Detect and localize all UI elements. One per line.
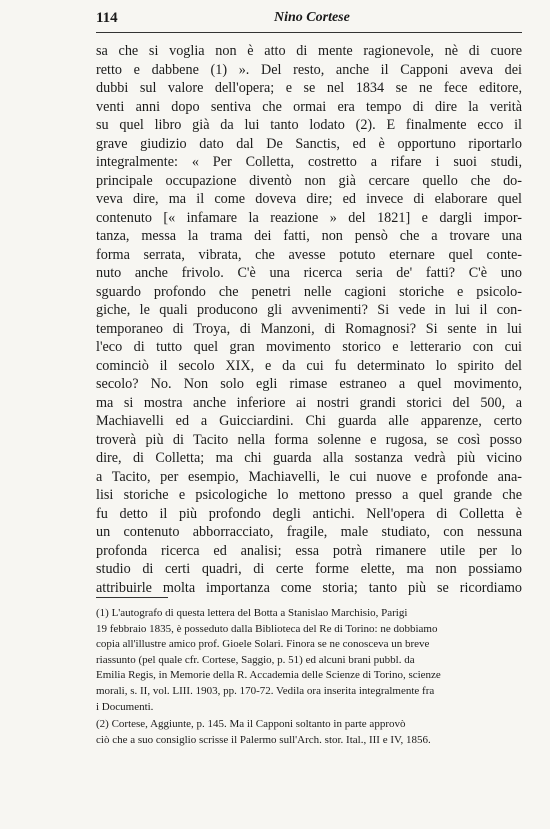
- footnote-rule: [96, 597, 168, 598]
- header-rule: [96, 32, 522, 33]
- body-paragraph: sa che si voglia non è atto di mente ragionevole, nè di cuore retto e dabbene (1) ». Del resto, anche il Capponi aveva dei dubbi sul valore dell'opera; e se nel 1834 se ne fece editore, venti anni dopo sentiva che ormai era tempo di dire la verità su quel libro già da lui tanto lodato (2). E finalmente ecco il grave giudizio dato dal De Sanctis, ed è opportuno riportarlo integralmente: « Per Colletta, costretto a rifare i suoi studi, principale occupazione diventò non già cercare quello che do- veva dire, ma il come doveva dire; ed invece di elaborare quel contenuto [« infamare la reazione » del 1821] e dargli impor- tanza, messa la trama dei fatti, non pensò che a trovare una forma serrata, vibrata, che avesse potuto eternare quel conte- nuto anche frivolo. C'è una ricerca seria de' fatti? C'è uno sguardo profondo che penetri nelle cagioni storiche e psicolo- giche, le quali producono gli avvenimenti? Si vede in lui il con- temporaneo di Troya, di Manzoni, di Romagnosi? Si sente in lui l'eco di tutto quel gran movimento storico e letterario con cui cominciò il secolo XIX, e da cui fu determinato lo spirito del secolo? No. Non solo egli rimase estraneo a quel movimento, ma si mostra anche inferiore ai nostri grandi storici del 500, a Machiavelli ed a Guicciardini. Chi guarda alle apparenze, certo troverà più di Tacito nella forma solenne e rugosa, se così posso dire, di Colletta; ma chi guarda alla sostanza vedrà più vicino a Tacito, per esempio, Machiavelli, le cui nuove e profonde ana- lisi storiche e psicologiche lo mettono presso a quel grande che fu detto il più profondo degli antichi. Nell'opera di Colletta è un contenuto abborracciato, fragile, male studiato, con nessuna profonda ricerca ed analisi; essa potrà rimanere utile per lo studio di certi quadri, di certe forme elette, ma non possiamo attribuirle molta importanza come storia; tanto più se ricordiamo: [96, 43, 522, 596]
- page-number: 114: [96, 10, 118, 26]
- footnote-1: (1) L'autografo di questa lettera del Botta a Stanislao Marchisio, Parigi 19 febbraio 1835, è posseduto dalla Biblioteca del Re di Torino: ne dobbiamo copia all'illustre amico prof. Gioele Solari. Finora se ne conosceva un breve riassunto (pel quale cfr. Cortese, Saggio, p. 51) ed alcuni brani pubbl. da Emilia Regis, in Memorie della R. Accademia delle Scienze di Torino, scienze morali, s. II, vol. LIII. 1903, pp. 170-72. Vedila ora inserita integralmente fra i Documenti.: [96, 607, 441, 713]
- body-text: [96, 42, 522, 597]
- running-head: Nino Cortese: [274, 10, 350, 25]
- footnote-2: (2) Cortese, Aggiunte, p. 145. Ma il Capponi soltanto in parte approvò ciò che a suo consiglio scrisse il Palermo sull'Arch. stor. Ital., III e IV, 1856.: [96, 718, 431, 746]
- footnotes: [96, 606, 522, 750]
- page-header: [96, 8, 522, 34]
